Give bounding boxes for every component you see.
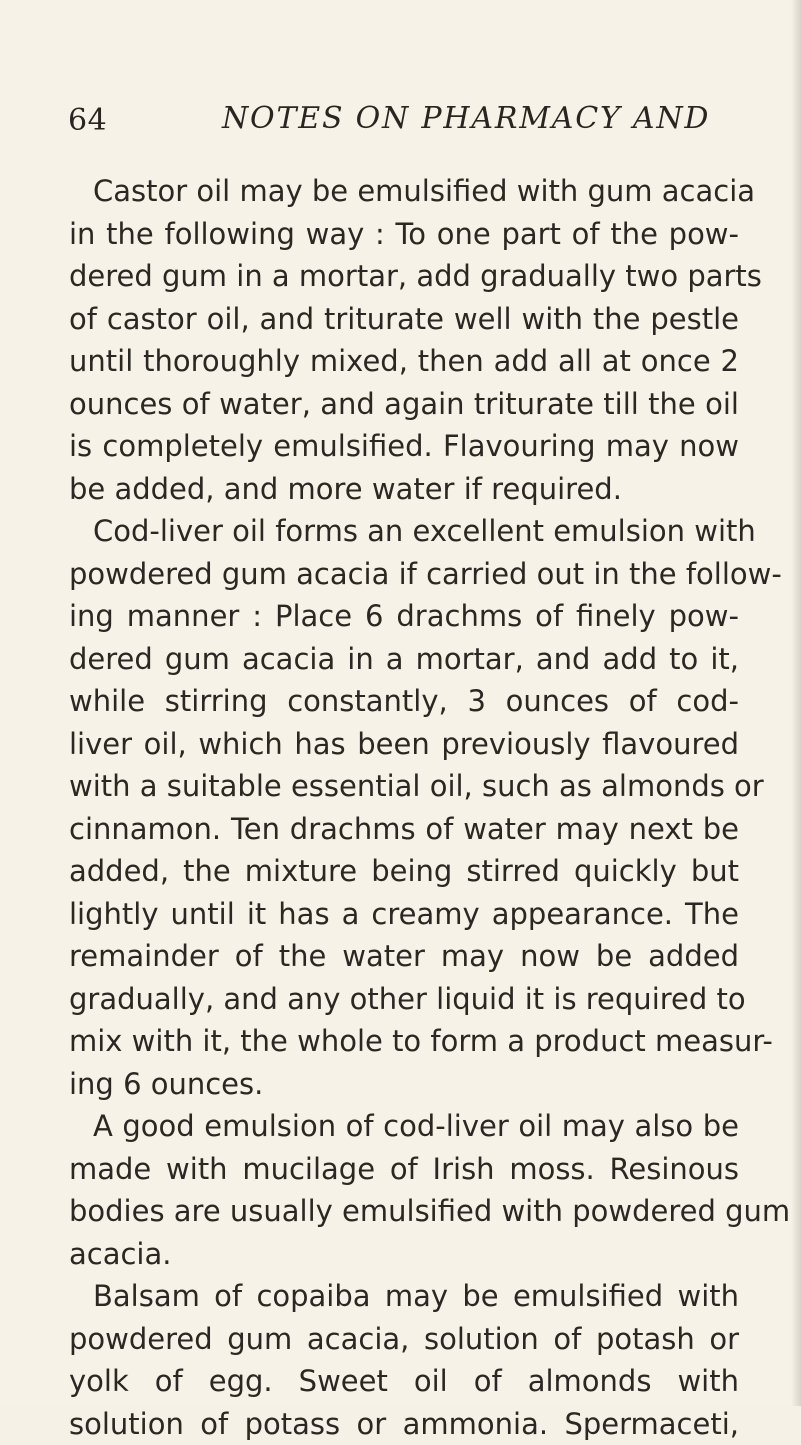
- page-header: [0, 94, 801, 138]
- text-line: cinnamon. Ten drachms of water may next be: [69, 808, 739, 851]
- text-line: with a suitable essential oil, such as almonds or: [69, 765, 739, 808]
- text-line: of castor oil, and triturate well with the pestle: [69, 298, 739, 341]
- text-line: mix with it, the whole to form a product measur-: [69, 1020, 739, 1063]
- page-number: 64: [68, 106, 107, 136]
- text-line: lightly until it has a creamy appearance. The: [69, 893, 739, 936]
- page-edge-shadow: [791, 0, 801, 1406]
- text-line: made with mucilage of Irish moss. Resinous: [69, 1148, 739, 1191]
- text-line: gradually, and any other liquid it is required to: [69, 978, 739, 1021]
- text-line: dered gum in a mortar, add gradually two parts: [69, 255, 739, 298]
- text-line: be added, and more water if required.: [69, 468, 739, 511]
- text-line: ing 6 ounces.: [69, 1063, 739, 1106]
- text-line: powdered gum acacia if carried out in the follow-: [69, 553, 739, 596]
- text-line: ounces of water, and again triturate till the oil: [69, 383, 739, 426]
- text-line: yolk of egg. Sweet oil of almonds with: [69, 1360, 739, 1403]
- text-line: Cod-liver oil forms an excellent emulsion with: [69, 510, 739, 553]
- text-line: dered gum acacia in a mortar, and add to it,: [69, 638, 739, 681]
- text-line: added, the mixture being stirred quickly but: [69, 850, 739, 893]
- text-line: remainder of the water may now be added: [69, 935, 739, 978]
- text-line: ing manner : Place 6 drachms of finely pow-: [69, 595, 739, 638]
- text-line: is completely emulsified. Flavouring may now: [69, 425, 739, 468]
- body-text: [69, 170, 739, 1445]
- text-line: acacia.: [69, 1233, 739, 1276]
- text-line: while stirring constantly, 3 ounces of cod-: [69, 680, 739, 723]
- text-line: solution of potass or ammonia. Spermaceti,: [69, 1403, 739, 1445]
- text-line: liver oil, which has been previously flavoured: [69, 723, 739, 766]
- text-line: A good emulsion of cod-liver oil may also be: [69, 1105, 739, 1148]
- text-line: Balsam of copaiba may be emulsified with: [69, 1275, 739, 1318]
- text-line: until thoroughly mixed, then add all at once 2: [69, 340, 739, 383]
- text-line: Castor oil may be emulsified with gum acacia: [69, 170, 739, 213]
- text-line: in the following way : To one part of the pow-: [69, 213, 739, 256]
- running-head: NOTES ON PHARMACY AND: [222, 102, 710, 136]
- text-line: bodies are usually emulsified with powdered gum: [69, 1190, 739, 1233]
- text-line: powdered gum acacia, solution of potash or: [69, 1318, 739, 1361]
